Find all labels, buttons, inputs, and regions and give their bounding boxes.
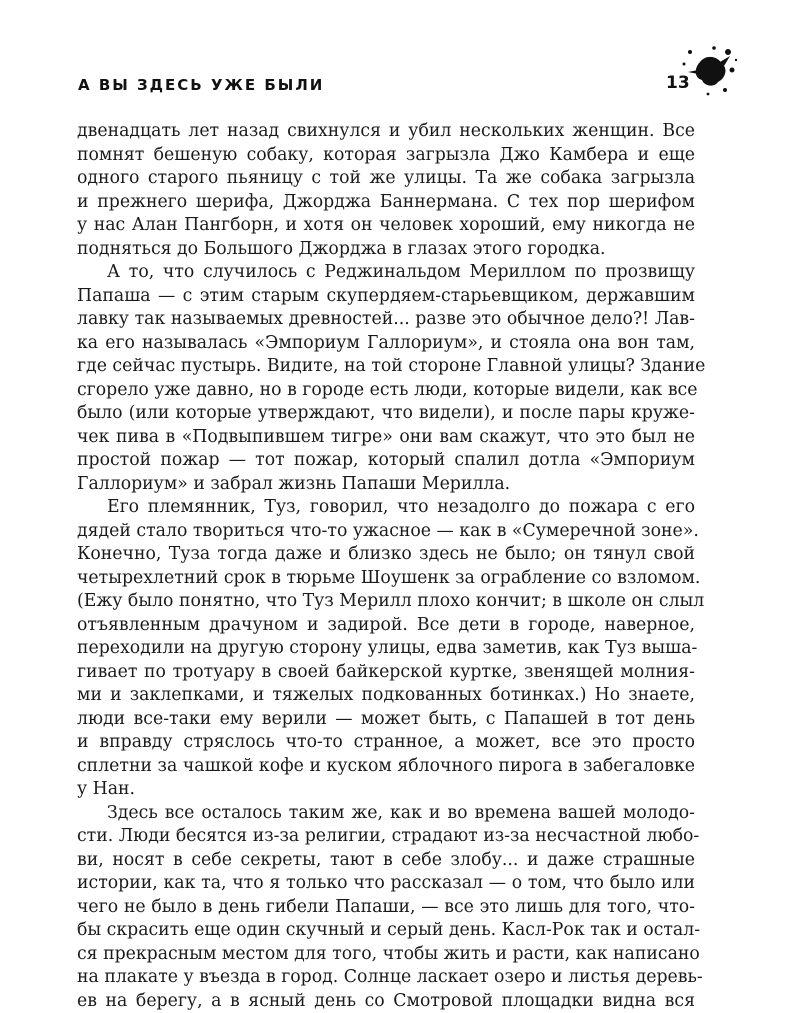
text-line: отъявленным драчуном и задирой. Все дети в городе, наверное, bbox=[77, 614, 695, 638]
running-title: А ВЫ ЗДЕСЬ УЖЕ БЫЛИ bbox=[78, 76, 324, 94]
body-text bbox=[77, 120, 695, 1013]
text-line: чек пива в «Подвыпившем тигре» они вам скажут, что это был не bbox=[77, 426, 695, 450]
text-line: истории, как та, что я только что рассказал — о том, что было или bbox=[77, 872, 695, 896]
text-line: у Нан. bbox=[77, 778, 695, 802]
text-line: чего не было в день гибели Папаши, — все это лишь для того, что- bbox=[77, 896, 695, 920]
text-line: подняться до Большого Джорджа в глазах этого городка. bbox=[77, 238, 695, 262]
text-line: Его племянник, Туз, говорил, что незадолго до пожара с его bbox=[77, 496, 695, 520]
text-line: (Ежу было понятно, что Туз Мерилл плохо кончит; в школе он слыл bbox=[77, 590, 695, 614]
text-line: у нас Алан Пангборн, и хотя он человек хороший, ему никогда не bbox=[77, 214, 695, 238]
text-line: сплетни за чашкой кофе и куском яблочного пирога в забегаловке bbox=[77, 755, 695, 779]
text-line: было (или которые утверждают, что видели), и после пары круже- bbox=[77, 402, 695, 426]
text-line: на плакате у въезда в город. Солнце ласкает озеро и листья деревь- bbox=[77, 966, 695, 990]
text-line: ка его называлась «Эмпориум Галлориум», и стояла она вон там, bbox=[77, 332, 695, 356]
text-line: Конечно, Туза тогда даже и близко здесь не было; он тянул свой bbox=[77, 543, 695, 567]
text-line: сгорело уже давно, но в городе есть люди, которые видели, как все bbox=[77, 379, 695, 403]
text-line: и прежнего шерифа, Джорджа Баннермана. С тех пор шерифом bbox=[77, 191, 695, 215]
text-line: двенадцать лет назад свихнулся и убил нескольких женщин. Все bbox=[77, 120, 695, 144]
text-line: одного старого пьяницу с той же улицы. Та же собака загрызла bbox=[77, 167, 695, 191]
text-line: А то, что случилось с Реджинальдом Мериллом по прозвищу bbox=[77, 261, 695, 285]
text-line: Галлориум» и забрал жизнь Папаши Мерилла. bbox=[77, 473, 695, 497]
text-line: четырехлетний срок в тюрьме Шоушенк за ограбление со взломом. bbox=[77, 567, 695, 591]
text-line: Папаша — с этим старым скупердяем-старьевщиком, державшим bbox=[77, 285, 695, 309]
text-line: простой пожар — тот пожар, который спалил дотла «Эмпориум bbox=[77, 449, 695, 473]
text-line: ев на берегу, а в ясный день со Смотровой площадки видна вся bbox=[77, 990, 695, 1013]
text-line: лавку так называемых древностей... разве это обычное дело?! Лав- bbox=[77, 308, 695, 332]
text-line: сти. Люди бесятся из-за религии, страдают из-за несчастной любо- bbox=[77, 825, 695, 849]
text-line: помнят бешеную собаку, которая загрызла Джо Камбера и еще bbox=[77, 144, 695, 168]
text-line: дядей стало твориться что-то ужасное — как в «Сумеречной зоне». bbox=[77, 520, 695, 544]
text-line: бы скрасить еще один скучный и серый день. Касл-Рок так и остал- bbox=[77, 919, 695, 943]
text-line: ви, носят в себе секреты, тают в себе злобу... и даже страшные bbox=[77, 849, 695, 873]
page-number: 13 bbox=[666, 73, 690, 93]
text-line: где сейчас пустырь. Видите, на той стороне Главной улицы? Здание bbox=[77, 355, 695, 379]
text-line: Здесь все осталось таким же, как и во времена вашей молодо- bbox=[77, 802, 695, 826]
text-line: переходили на другую сторону улицы, едва заметив, как Туз выша- bbox=[77, 637, 695, 661]
text-line: ся прекрасным местом для того, чтобы жить и расти, как написано bbox=[77, 943, 695, 967]
text-line: ми и заклепками, и тяжелых подкованных ботинках.) Но знаете, bbox=[77, 684, 695, 708]
text-line: гивает по тротуару в своей байкерской куртке, звенящей молния- bbox=[77, 661, 695, 685]
text-line: и вправду стряслось что-то странное, а может, все это просто bbox=[77, 731, 695, 755]
text-line: люди все-таки ему верили — может быть, с Папашей в тот день bbox=[77, 708, 695, 732]
